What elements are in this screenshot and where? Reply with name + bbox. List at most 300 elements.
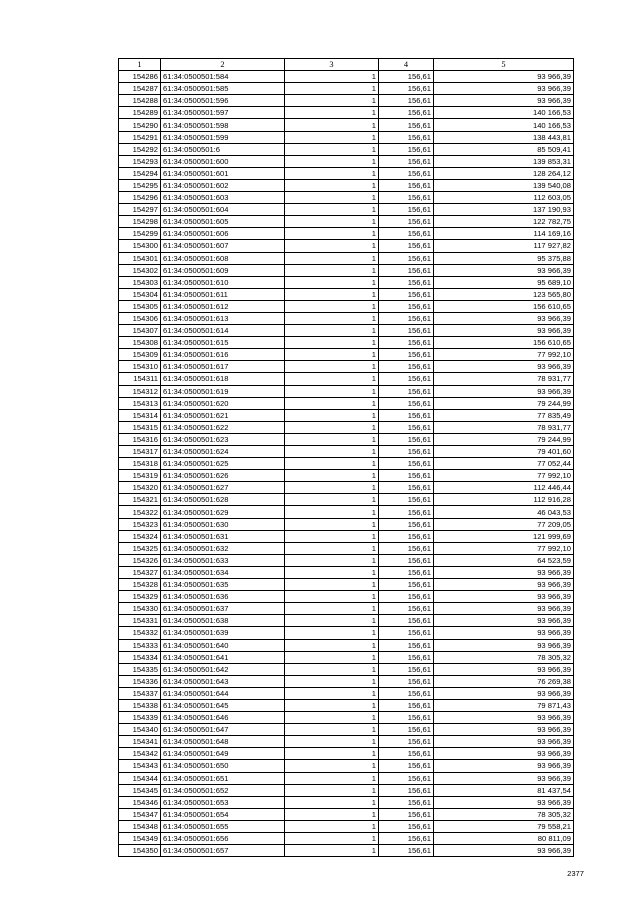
table-row <box>119 736 574 748</box>
row-number-cell: 154288 <box>119 95 161 107</box>
quantity-cell: 1 <box>285 772 379 784</box>
quantity-cell: 1 <box>285 337 379 349</box>
cadastral-value-cell: 93 966,39 <box>434 615 574 627</box>
header-row <box>119 59 574 71</box>
table-row <box>119 349 574 361</box>
cadastral-value-table <box>118 58 574 857</box>
area-cell: 156,61 <box>379 542 434 554</box>
table-row <box>119 470 574 482</box>
row-number-cell: 154324 <box>119 530 161 542</box>
table-row <box>119 409 574 421</box>
cadastral-value-cell: 93 966,39 <box>434 663 574 675</box>
cadastral-number-cell: 61:34:0500501:644 <box>161 687 285 699</box>
quantity-cell: 1 <box>285 579 379 591</box>
area-cell: 156,61 <box>379 494 434 506</box>
row-number-cell: 154312 <box>119 385 161 397</box>
area-cell: 156,61 <box>379 784 434 796</box>
quantity-cell: 1 <box>285 808 379 820</box>
cadastral-value-cell: 77 052,44 <box>434 458 574 470</box>
quantity-cell: 1 <box>285 385 379 397</box>
cadastral-number-cell: 61:34:0500501:640 <box>161 639 285 651</box>
cadastral-value-cell: 93 966,39 <box>434 83 574 95</box>
cadastral-number-cell: 61:34:0500501:635 <box>161 579 285 591</box>
header-cell-4: 4 <box>379 59 434 71</box>
cadastral-value-cell: 79 558,21 <box>434 820 574 832</box>
cadastral-number-cell: 61:34:0500501:609 <box>161 264 285 276</box>
cadastral-number-cell: 61:34:0500501:655 <box>161 820 285 832</box>
area-cell: 156,61 <box>379 699 434 711</box>
row-number-cell: 154296 <box>119 192 161 204</box>
row-number-cell: 154325 <box>119 542 161 554</box>
area-cell: 156,61 <box>379 312 434 324</box>
cadastral-value-cell: 46 043,53 <box>434 506 574 518</box>
cadastral-value-cell: 112 603,05 <box>434 192 574 204</box>
cadastral-value-cell: 93 966,39 <box>434 748 574 760</box>
table-row <box>119 542 574 554</box>
cadastral-value-cell: 78 931,77 <box>434 421 574 433</box>
cadastral-number-cell: 61:34:0500501:600 <box>161 155 285 167</box>
row-number-cell: 154287 <box>119 83 161 95</box>
area-cell: 156,61 <box>379 591 434 603</box>
row-number-cell: 154348 <box>119 820 161 832</box>
table-row <box>119 518 574 530</box>
table-row <box>119 446 574 458</box>
table-row <box>119 288 574 300</box>
quantity-cell: 1 <box>285 264 379 276</box>
cadastral-number-cell: 61:34:0500501:597 <box>161 107 285 119</box>
area-cell: 156,61 <box>379 337 434 349</box>
cadastral-value-cell: 139 540,08 <box>434 179 574 191</box>
table-row <box>119 300 574 312</box>
table-row <box>119 204 574 216</box>
quantity-cell: 1 <box>285 663 379 675</box>
area-cell: 156,61 <box>379 421 434 433</box>
row-number-cell: 154342 <box>119 748 161 760</box>
cadastral-value-cell: 140 166,53 <box>434 107 574 119</box>
table-row <box>119 325 574 337</box>
row-number-cell: 154321 <box>119 494 161 506</box>
quantity-cell: 1 <box>285 300 379 312</box>
row-number-cell: 154304 <box>119 288 161 300</box>
table-row <box>119 71 574 83</box>
table-row <box>119 724 574 736</box>
row-number-cell: 154290 <box>119 119 161 131</box>
cadastral-number-cell: 61:34:0500501:646 <box>161 712 285 724</box>
cadastral-value-cell: 93 966,39 <box>434 772 574 784</box>
table-row <box>119 845 574 857</box>
area-cell: 156,61 <box>379 204 434 216</box>
quantity-cell: 1 <box>285 482 379 494</box>
cadastral-number-cell: 61:34:0500501:630 <box>161 518 285 530</box>
area-cell: 156,61 <box>379 95 434 107</box>
table-row <box>119 83 574 95</box>
row-number-cell: 154326 <box>119 554 161 566</box>
cadastral-number-cell: 61:34:0500501:616 <box>161 349 285 361</box>
table-row <box>119 131 574 143</box>
table-row <box>119 482 574 494</box>
row-number-cell: 154286 <box>119 71 161 83</box>
table-row <box>119 712 574 724</box>
area-cell: 156,61 <box>379 228 434 240</box>
cadastral-value-cell: 93 966,39 <box>434 687 574 699</box>
cadastral-number-cell: 61:34:0500501:617 <box>161 361 285 373</box>
area-cell: 156,61 <box>379 639 434 651</box>
row-number-cell: 154310 <box>119 361 161 373</box>
area-cell: 156,61 <box>379 167 434 179</box>
cadastral-value-cell: 95 375,88 <box>434 252 574 264</box>
cadastral-value-cell: 93 966,39 <box>434 639 574 651</box>
quantity-cell: 1 <box>285 179 379 191</box>
row-number-cell: 154323 <box>119 518 161 530</box>
quantity-cell: 1 <box>285 712 379 724</box>
cadastral-number-cell: 61:34:0500501:639 <box>161 627 285 639</box>
cadastral-value-cell: 93 966,39 <box>434 385 574 397</box>
area-cell: 156,61 <box>379 458 434 470</box>
cadastral-number-cell: 61:34:0500501:619 <box>161 385 285 397</box>
table-row <box>119 554 574 566</box>
quantity-cell: 1 <box>285 167 379 179</box>
cadastral-number-cell: 61:34:0500501:638 <box>161 615 285 627</box>
cadastral-value-cell: 81 437,54 <box>434 784 574 796</box>
row-number-cell: 154347 <box>119 808 161 820</box>
row-number-cell: 154293 <box>119 155 161 167</box>
cadastral-number-cell: 61:34:0500501:623 <box>161 433 285 445</box>
header-cell-5: 5 <box>434 59 574 71</box>
area-cell: 156,61 <box>379 143 434 155</box>
row-number-cell: 154330 <box>119 603 161 615</box>
cadastral-value-cell: 112 916,28 <box>434 494 574 506</box>
quantity-cell: 1 <box>285 566 379 578</box>
cadastral-value-cell: 78 305,32 <box>434 651 574 663</box>
quantity-cell: 1 <box>285 784 379 796</box>
area-cell: 156,61 <box>379 518 434 530</box>
area-cell: 156,61 <box>379 192 434 204</box>
table-row <box>119 107 574 119</box>
quantity-cell: 1 <box>285 687 379 699</box>
cadastral-number-cell: 61:34:0500501:649 <box>161 748 285 760</box>
area-cell: 156,61 <box>379 603 434 615</box>
quantity-cell: 1 <box>285 192 379 204</box>
table-row <box>119 312 574 324</box>
area-cell: 156,61 <box>379 724 434 736</box>
area-cell: 156,61 <box>379 288 434 300</box>
table-row <box>119 373 574 385</box>
quantity-cell: 1 <box>285 651 379 663</box>
row-number-cell: 154335 <box>119 663 161 675</box>
cadastral-number-cell: 61:34:0500501:604 <box>161 204 285 216</box>
table-row <box>119 192 574 204</box>
cadastral-number-cell: 61:34:0500501:651 <box>161 772 285 784</box>
cadastral-number-cell: 61:34:0500501:652 <box>161 784 285 796</box>
row-number-cell: 154292 <box>119 143 161 155</box>
quantity-cell: 1 <box>285 675 379 687</box>
cadastral-value-cell: 93 966,39 <box>434 760 574 772</box>
quantity-cell: 1 <box>285 95 379 107</box>
row-number-cell: 154345 <box>119 784 161 796</box>
cadastral-number-cell: 61:34:0500501:613 <box>161 312 285 324</box>
area-cell: 156,61 <box>379 820 434 832</box>
table-row <box>119 264 574 276</box>
cadastral-number-cell: 61:34:0500501:648 <box>161 736 285 748</box>
row-number-cell: 154289 <box>119 107 161 119</box>
cadastral-value-cell: 77 209,05 <box>434 518 574 530</box>
row-number-cell: 154339 <box>119 712 161 724</box>
cadastral-number-cell: 61:34:0500501:632 <box>161 542 285 554</box>
cadastral-value-cell: 80 811,09 <box>434 833 574 845</box>
cadastral-value-cell: 93 966,39 <box>434 264 574 276</box>
cadastral-value-cell: 156 610,65 <box>434 300 574 312</box>
cadastral-value-cell: 95 689,10 <box>434 276 574 288</box>
area-cell: 156,61 <box>379 833 434 845</box>
row-number-cell: 154305 <box>119 300 161 312</box>
cadastral-number-cell: 61:34:0500501:626 <box>161 470 285 482</box>
cadastral-value-cell: 93 966,39 <box>434 796 574 808</box>
area-cell: 156,61 <box>379 240 434 252</box>
table-row <box>119 506 574 518</box>
table-row <box>119 276 574 288</box>
row-number-cell: 154350 <box>119 845 161 857</box>
quantity-cell: 1 <box>285 83 379 95</box>
area-cell: 156,61 <box>379 845 434 857</box>
row-number-cell: 154314 <box>119 409 161 421</box>
quantity-cell: 1 <box>285 615 379 627</box>
table-row <box>119 337 574 349</box>
quantity-cell: 1 <box>285 845 379 857</box>
quantity-cell: 1 <box>285 409 379 421</box>
quantity-cell: 1 <box>285 119 379 131</box>
quantity-cell: 1 <box>285 216 379 228</box>
cadastral-value-cell: 156 610,65 <box>434 337 574 349</box>
quantity-cell: 1 <box>285 736 379 748</box>
area-cell: 156,61 <box>379 687 434 699</box>
table-row <box>119 228 574 240</box>
row-number-cell: 154297 <box>119 204 161 216</box>
area-cell: 156,61 <box>379 627 434 639</box>
area-cell: 156,61 <box>379 615 434 627</box>
cadastral-value-cell: 93 966,39 <box>434 712 574 724</box>
cadastral-number-cell: 61:34:0500501:612 <box>161 300 285 312</box>
table-row <box>119 240 574 252</box>
cadastral-number-cell: 61:34:0500501:625 <box>161 458 285 470</box>
header-cell-2: 2 <box>161 59 285 71</box>
row-number-cell: 154322 <box>119 506 161 518</box>
quantity-cell: 1 <box>285 458 379 470</box>
area-cell: 156,61 <box>379 675 434 687</box>
cadastral-value-cell: 79 871,43 <box>434 699 574 711</box>
row-number-cell: 154337 <box>119 687 161 699</box>
row-number-cell: 154315 <box>119 421 161 433</box>
table-row <box>119 615 574 627</box>
quantity-cell: 1 <box>285 699 379 711</box>
area-cell: 156,61 <box>379 446 434 458</box>
quantity-cell: 1 <box>285 724 379 736</box>
row-number-cell: 154295 <box>119 179 161 191</box>
table-row <box>119 385 574 397</box>
area-cell: 156,61 <box>379 579 434 591</box>
quantity-cell: 1 <box>285 361 379 373</box>
cadastral-value-cell: 93 966,39 <box>434 325 574 337</box>
quantity-cell: 1 <box>285 530 379 542</box>
row-number-cell: 154346 <box>119 796 161 808</box>
cadastral-value-cell: 76 269,38 <box>434 675 574 687</box>
area-cell: 156,61 <box>379 119 434 131</box>
quantity-cell: 1 <box>285 446 379 458</box>
cadastral-number-cell: 61:34:0500501:653 <box>161 796 285 808</box>
row-number-cell: 154344 <box>119 772 161 784</box>
table-row <box>119 494 574 506</box>
cadastral-value-cell: 93 966,39 <box>434 71 574 83</box>
area-cell: 156,61 <box>379 361 434 373</box>
area-cell: 156,61 <box>379 83 434 95</box>
area-cell: 156,61 <box>379 71 434 83</box>
cadastral-number-cell: 61:34:0500501:584 <box>161 71 285 83</box>
row-number-cell: 154332 <box>119 627 161 639</box>
table-row <box>119 579 574 591</box>
area-cell: 156,61 <box>379 760 434 772</box>
cadastral-value-cell: 93 966,39 <box>434 312 574 324</box>
cadastral-number-cell: 61:34:0500501:621 <box>161 409 285 421</box>
table-row <box>119 675 574 687</box>
table-row <box>119 772 574 784</box>
row-number-cell: 154317 <box>119 446 161 458</box>
quantity-cell: 1 <box>285 204 379 216</box>
table-row <box>119 95 574 107</box>
cadastral-number-cell: 61:34:0500501:629 <box>161 506 285 518</box>
row-number-cell: 154316 <box>119 433 161 445</box>
cadastral-number-cell: 61:34:0500501:642 <box>161 663 285 675</box>
cadastral-number-cell: 61:34:0500501:605 <box>161 216 285 228</box>
area-cell: 156,61 <box>379 107 434 119</box>
cadastral-number-cell: 61:34:0500501:627 <box>161 482 285 494</box>
area-cell: 156,61 <box>379 433 434 445</box>
area-cell: 156,61 <box>379 808 434 820</box>
area-cell: 156,61 <box>379 264 434 276</box>
area-cell: 156,61 <box>379 397 434 409</box>
cadastral-value-cell: 93 966,39 <box>434 736 574 748</box>
row-number-cell: 154336 <box>119 675 161 687</box>
table-row <box>119 361 574 373</box>
row-number-cell: 154294 <box>119 167 161 179</box>
table-row <box>119 699 574 711</box>
cadastral-value-cell: 93 966,39 <box>434 603 574 615</box>
cadastral-number-cell: 61:34:0500501:585 <box>161 83 285 95</box>
row-number-cell: 154306 <box>119 312 161 324</box>
quantity-cell: 1 <box>285 639 379 651</box>
quantity-cell: 1 <box>285 833 379 845</box>
cadastral-value-cell: 93 966,39 <box>434 724 574 736</box>
cadastral-number-cell: 61:34:0500501:599 <box>161 131 285 143</box>
table-row <box>119 216 574 228</box>
quantity-cell: 1 <box>285 603 379 615</box>
row-number-cell: 154340 <box>119 724 161 736</box>
row-number-cell: 154301 <box>119 252 161 264</box>
area-cell: 156,61 <box>379 663 434 675</box>
cadastral-number-cell: 61:34:0500501:601 <box>161 167 285 179</box>
cadastral-value-cell: 121 999,69 <box>434 530 574 542</box>
area-cell: 156,61 <box>379 373 434 385</box>
row-number-cell: 154319 <box>119 470 161 482</box>
row-number-cell: 154303 <box>119 276 161 288</box>
quantity-cell: 1 <box>285 421 379 433</box>
cadastral-value-cell: 138 443,81 <box>434 131 574 143</box>
cadastral-number-cell: 61:34:0500501:611 <box>161 288 285 300</box>
cadastral-value-cell: 117 927,82 <box>434 240 574 252</box>
row-number-cell: 154308 <box>119 337 161 349</box>
area-cell: 156,61 <box>379 155 434 167</box>
cadastral-value-cell: 77 992,10 <box>434 470 574 482</box>
cadastral-number-cell: 61:34:0500501:636 <box>161 591 285 603</box>
cadastral-number-cell: 61:34:0500501:596 <box>161 95 285 107</box>
cadastral-value-cell: 93 966,39 <box>434 361 574 373</box>
table-row <box>119 591 574 603</box>
cadastral-number-cell: 61:34:0500501:610 <box>161 276 285 288</box>
area-cell: 156,61 <box>379 325 434 337</box>
cadastral-number-cell: 61:34:0500501:637 <box>161 603 285 615</box>
row-number-cell: 154343 <box>119 760 161 772</box>
cadastral-value-cell: 79 244,99 <box>434 433 574 445</box>
cadastral-value-cell: 93 966,39 <box>434 845 574 857</box>
area-cell: 156,61 <box>379 566 434 578</box>
quantity-cell: 1 <box>285 312 379 324</box>
table-row <box>119 639 574 651</box>
cadastral-number-cell: 61:34:0500501:618 <box>161 373 285 385</box>
quantity-cell: 1 <box>285 325 379 337</box>
area-cell: 156,61 <box>379 748 434 760</box>
quantity-cell: 1 <box>285 433 379 445</box>
area-cell: 156,61 <box>379 216 434 228</box>
table-header <box>119 59 574 71</box>
area-cell: 156,61 <box>379 300 434 312</box>
table-row <box>119 627 574 639</box>
quantity-cell: 1 <box>285 627 379 639</box>
cadastral-value-cell: 140 166,53 <box>434 119 574 131</box>
row-number-cell: 154299 <box>119 228 161 240</box>
row-number-cell: 154298 <box>119 216 161 228</box>
table-row <box>119 397 574 409</box>
quantity-cell: 1 <box>285 760 379 772</box>
cadastral-value-cell: 93 966,39 <box>434 579 574 591</box>
cadastral-value-cell: 78 305,32 <box>434 808 574 820</box>
cadastral-value-cell: 77 992,10 <box>434 349 574 361</box>
area-cell: 156,61 <box>379 470 434 482</box>
quantity-cell: 1 <box>285 252 379 264</box>
cadastral-number-cell: 61:34:0500501:650 <box>161 760 285 772</box>
area-cell: 156,61 <box>379 276 434 288</box>
table-row <box>119 119 574 131</box>
header-cell-3: 3 <box>285 59 379 71</box>
area-cell: 156,61 <box>379 409 434 421</box>
table-row <box>119 651 574 663</box>
cadastral-number-cell: 61:34:0500501:598 <box>161 119 285 131</box>
row-number-cell: 154311 <box>119 373 161 385</box>
cadastral-value-cell: 79 244,99 <box>434 397 574 409</box>
quantity-cell: 1 <box>285 373 379 385</box>
row-number-cell: 154318 <box>119 458 161 470</box>
table-row <box>119 433 574 445</box>
row-number-cell: 154328 <box>119 579 161 591</box>
row-number-cell: 154291 <box>119 131 161 143</box>
cadastral-number-cell: 61:34:0500501:645 <box>161 699 285 711</box>
table-row <box>119 530 574 542</box>
cadastral-number-cell: 61:34:0500501:624 <box>161 446 285 458</box>
cadastral-number-cell: 61:34:0500501:643 <box>161 675 285 687</box>
area-cell: 156,61 <box>379 736 434 748</box>
table-row <box>119 421 574 433</box>
area-cell: 156,61 <box>379 796 434 808</box>
cadastral-value-cell: 122 782,75 <box>434 216 574 228</box>
area-cell: 156,61 <box>379 385 434 397</box>
area-cell: 156,61 <box>379 530 434 542</box>
